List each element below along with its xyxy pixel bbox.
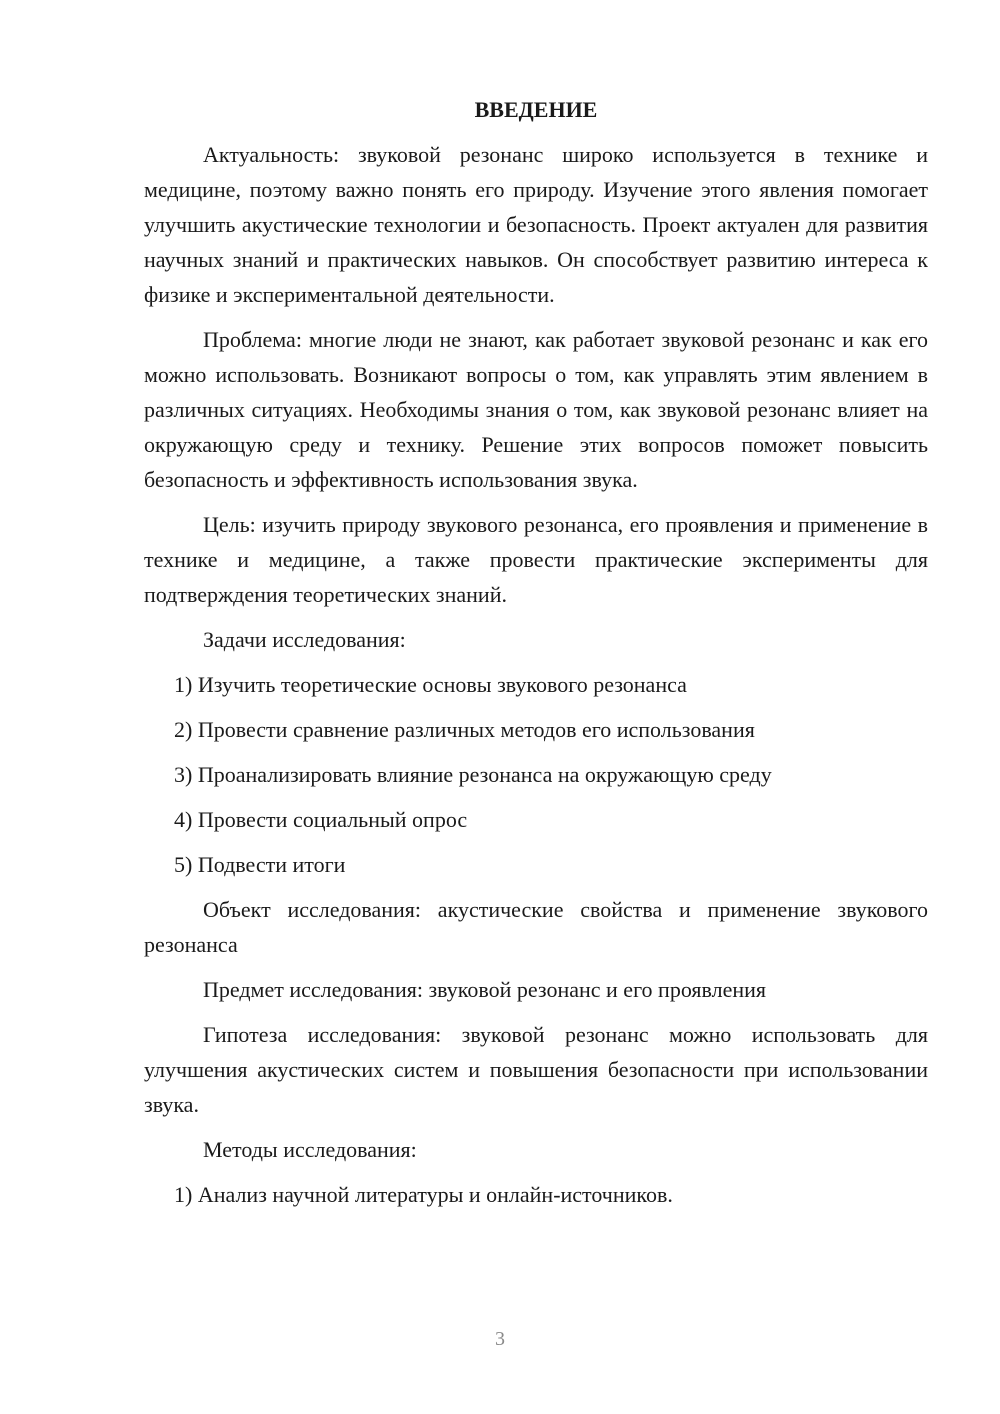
page-content — [144, 92, 928, 1222]
methods-heading: Методы исследования: — [203, 1137, 417, 1162]
task-item: 1) Изучить теоретические основы звукового резонанса — [174, 672, 687, 697]
task-item: 2) Провести сравнение различных методов его использования — [174, 717, 755, 742]
tasks-heading: Задачи исследования: — [203, 627, 406, 652]
subject-paragraph: Предмет исследования: звуковой резонанс и его проявления — [203, 977, 767, 1002]
relevance-paragraph: Актуальность: звуковой резонанс широко используется в технике и медицине, поэтому важно понять его природу. Изучение этого явления помогает улучшить акустические технологии и безопасность. Проект актуален для развития научных знаний и практических навыков. Он способствует развитию интереса к физике и экспериментальной деятельности. — [144, 142, 928, 307]
method-item: 1) Анализ научной литературы и онлайн-источников. — [174, 1182, 673, 1207]
hypothesis-paragraph: Гипотеза исследования: звуковой резонанс можно использовать для улучшения акустических систем и повышения безопасности при использовании звука. — [144, 1022, 928, 1117]
problem-paragraph: Проблема: многие люди не знают, как работает звуковой резонанс и как его можно использовать. Возникают вопросы о том, как управлять этим явлением в различных ситуациях. Необходимы знания о том, как звуковой резонанс влияет на окружающую среду и технику. Решение этих вопросов поможет повысить безопасность и эффективность использования звука. — [144, 327, 928, 492]
object-paragraph: Объект исследования: акустические свойства и применение звукового резонанса — [144, 897, 928, 957]
task-item: 4) Провести социальный опрос — [174, 807, 468, 832]
page-number: 3 — [495, 1328, 505, 1350]
task-item: 5) Подвести итоги — [174, 852, 346, 877]
goal-paragraph: Цель: изучить природу звукового резонанса, его проявления и применение в технике и медицине, а также провести практические эксперименты для подтверждения теоретических знаний. — [144, 512, 928, 607]
task-item: 3) Проанализировать влияние резонанса на окружающую среду — [174, 762, 772, 787]
section-title: ВВЕДЕНИЕ — [474, 97, 598, 122]
